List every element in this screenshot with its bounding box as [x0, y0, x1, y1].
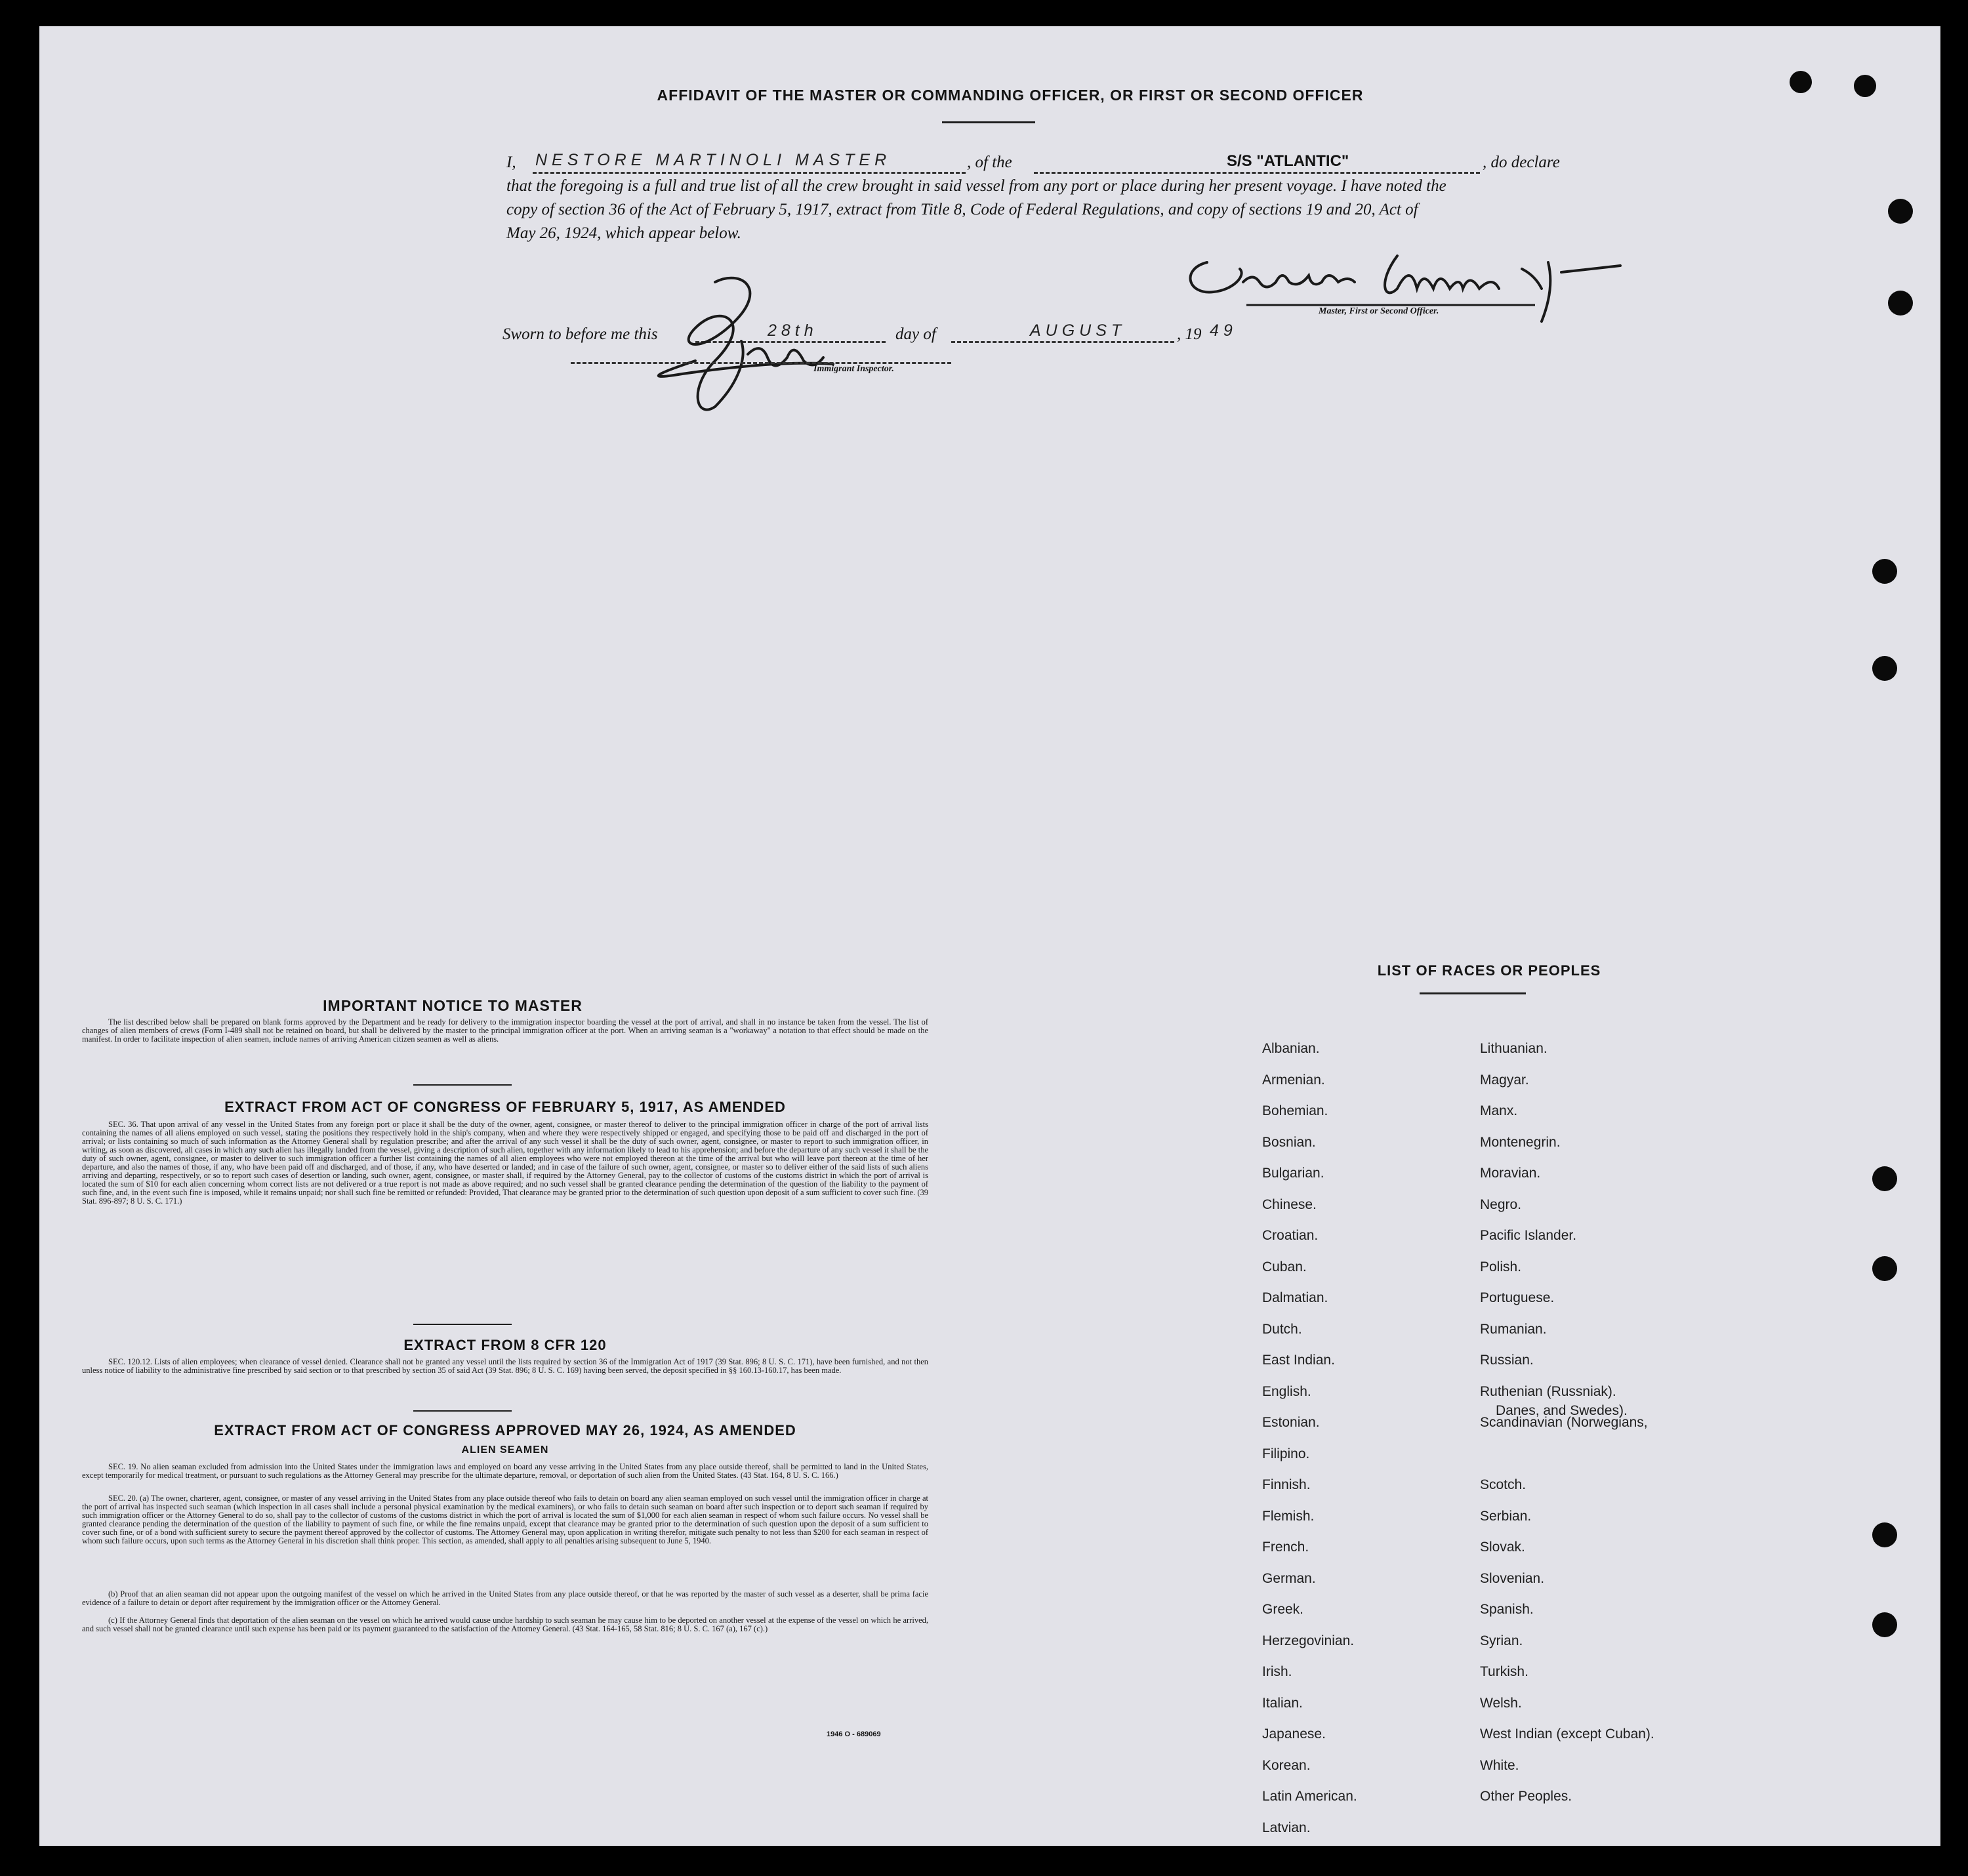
- punch-hole: [1872, 1166, 1897, 1191]
- race-item: Estonian.: [1262, 1415, 1320, 1430]
- inspector-signature: [617, 262, 892, 433]
- race-item: Other Peoples.: [1480, 1789, 1572, 1804]
- print-code: 1946 O - 689069: [827, 1730, 881, 1738]
- race-item: Dutch.: [1262, 1321, 1302, 1337]
- race-item: Slovenian.: [1480, 1570, 1545, 1586]
- punch-hole: [1854, 75, 1876, 97]
- race-item: Cuban.: [1262, 1259, 1307, 1274]
- affidavit-line-3: copy of section 36 of the Act of February 5, 1917, extract from Title 8, Code of Federal Regulations, and copy of sections 19 and 20, Act of: [506, 201, 1418, 218]
- race-item: Latin American.: [1262, 1789, 1357, 1804]
- extract-1917-rule: [413, 1324, 512, 1325]
- race-item: Japanese.: [1262, 1726, 1326, 1742]
- race-item: West Indian (except Cuban).: [1480, 1726, 1654, 1742]
- vessel-dotline: [1034, 172, 1480, 174]
- master-caption: Master, First or Second Officer.: [1319, 306, 1439, 316]
- race-item: Greek.: [1262, 1602, 1304, 1617]
- race-item: Korean.: [1262, 1757, 1311, 1773]
- extract-1924-subtitle: ALIEN SEAMEN: [461, 1444, 549, 1456]
- of-the-text: , of the: [967, 153, 1012, 171]
- name-dotline: [533, 172, 966, 174]
- punch-hole: [1888, 199, 1913, 224]
- race-item: Magyar.: [1480, 1072, 1529, 1088]
- race-item: Russian.: [1480, 1353, 1534, 1368]
- race-item: Ruthenian (Russniak).: [1480, 1383, 1616, 1399]
- extract-1917-title: EXTRACT FROM ACT OF CONGRESS OF FEBRUARY 5, 1917, AS AMENDED: [224, 1099, 786, 1115]
- race-item: Syrian.: [1480, 1633, 1523, 1648]
- race-item: Croatian.: [1262, 1228, 1319, 1243]
- day-of-text: day of: [895, 325, 936, 343]
- race-item: Turkish.: [1480, 1664, 1528, 1679]
- month-fill: AUGUST: [1030, 321, 1126, 340]
- race-item: White.: [1480, 1757, 1519, 1773]
- race-item: Moravian.: [1480, 1166, 1541, 1181]
- race-item: Finnish.: [1262, 1477, 1311, 1492]
- race-item: Latvian.: [1262, 1820, 1311, 1835]
- affidavit-title: AFFIDAVIT OF THE MASTER OR COMMANDING OFFICER, OR FIRST OR SECOND OFFICER: [657, 87, 1364, 104]
- extract-1917-body: SEC. 36. That upon arrival of any vessel in the United States from any foreign port or place it shall be the duty of the owner, agent, consignee, or master thereof to deliver to the principal immigration officer in charge of the port of arrival lists containing the names of all aliens employed on such vessel, stating the positions they respectively hold in the ship's company, when and where they were respectively shipped or engaged, and specifying those to be paid off and discharged in the port of arrival; or lists containing so much of such information as the Attorney General shall by regulation prescribe; and after the arrival of any such vessel it shall be the duty of such owner, agent, consignee, or master to report to such immigration officer, in writing, as soon as discovered, all cases in which any such alien has illegally landed from the vessel, giving a description of such alien, together with any information likely to lead to his apprehension; and before the departure of any such vessel it shall be the duty of such owner, agent, consignee, or master to deliver to such immigration officer a further list containing the names of all alien employees who were not employed thereon at the time of the arrival but who will leave port thereon at the time of her departure, and also the names of those, if any, who have been paid off and discharged, and of those, if any, who have deserted or landed; and in case of the failure of such owner, agent, consignee, or master so to deliver either of the said lists of such aliens arriving and departing, respectively, or so to report such cases of desertion or landing, such owner, agent, consignee, or master shall, if required by the Attorney General, pay to the collector of customs of the customs district in which the port of arrival is located the sum of $10 for each alien concerning whom correct lists are not delivered or a true report is not made as above required; and no such vessel shall be granted clearance pending the determination of the question of the liability to the payment of such fine, and, in the event such fine is imposed, while it remains unpaid; nor shall such fine be remitted or refunded: Provided, That clearance may be granted prior to the determination of such question upon deposit of a sum sufficient to cover such fine. (39 Stat. 896-897; 8 U. S. C. 171.): [82, 1120, 928, 1206]
- race-item: Serbian.: [1480, 1508, 1532, 1524]
- sworn-prefix: Sworn to before me this: [502, 325, 658, 343]
- race-item: East Indian.: [1262, 1353, 1335, 1368]
- extract-cfr-body: SEC. 120.12. Lists of alien employees; when clearance of vessel denied. Clearance shall not be granted any vessel until the lists required by section 36 of the Immigration Act of 1917 (39 Stat. 896; 8 U. S. C. 171), have been furnished, and not then unless notice of liability to the administrative fine prescribed by said section or to that prescribed by section 35 of said Act (39 Stat. 896; 8 U. S. C. 169) having been served, the deposit specified in §§ 160.13-160.17, has been made.: [82, 1357, 928, 1375]
- notice-rule: [413, 1084, 512, 1086]
- punch-hole: [1872, 1256, 1897, 1281]
- race-item: Portuguese.: [1480, 1290, 1555, 1305]
- race-item: Manx.: [1480, 1103, 1518, 1118]
- race-item: Herzegovinian.: [1262, 1633, 1355, 1648]
- race-item-scandinavian-cont: Danes, and Swedes).: [1496, 1403, 1628, 1418]
- race-item: German.: [1262, 1570, 1316, 1586]
- inspector-dotline: [571, 362, 951, 364]
- punch-hole: [1790, 71, 1812, 93]
- race-item: Italian.: [1262, 1695, 1303, 1711]
- title-rule: [942, 121, 1035, 123]
- race-item: Bosnian.: [1262, 1134, 1316, 1150]
- affidavit-line-2: that the foregoing is a full and true list of all the crew brought in said vessel from any port or place during her present voyage. I have noted the: [506, 177, 1446, 195]
- do-declare-text: , do declare: [1483, 153, 1560, 171]
- inspector-caption: Immigrant Inspector.: [813, 364, 894, 374]
- race-item: Welsh.: [1480, 1695, 1522, 1711]
- extract-1924-sec20a: SEC. 20. (a) The owner, charterer, agent, consignee, or master of any vessel arriving in the United States from any place outside thereof who fails to detain on board any alien seaman employed on such vessel until the immigration officer in charge at the port of arrival has inspected such seaman (which inspection in all cases shall include a personal physical examination by the medical examiners), or who fails to detain such seaman on board after such inspection or to deport such seaman if required by such immigration officer or the Attorney General to do so, shall pay to the collector of customs of the customs district in which the port of arrival is located the sum of $1,000 for each alien seaman in respect of whom such failure occurs. No vessel shall be granted clearance pending the determination of the question of the liability to payment of such fine, or while the fine remains unpaid, except that clearance may be granted prior to the determination of such question upon the deposit of a sum sufficient to cover such fine, or of a bond with sufficient surety to secure the payment thereof approved by the collector of customs. The Attorney General may, upon application in writing therefor, mitigate such penalty to not less than $200 for each seaman in respect of whom such failure occurs, upon such terms as the Attorney General in his discretion shall think proper. This section, as amended, shall apply to all penalties arising subsequent to June 5, 1940.: [82, 1494, 928, 1545]
- extract-1924-title: EXTRACT FROM ACT OF CONGRESS APPROVED MAY 26, 1924, AS AMENDED: [214, 1422, 796, 1438]
- race-item: Bohemian.: [1262, 1103, 1328, 1118]
- races-rule: [1420, 992, 1526, 994]
- race-item: Irish.: [1262, 1664, 1292, 1679]
- master-signature: [1181, 243, 1627, 341]
- race-item: Albanian.: [1262, 1041, 1320, 1056]
- punch-hole: [1872, 1612, 1897, 1637]
- race-item: English.: [1262, 1383, 1311, 1399]
- race-item: French.: [1262, 1540, 1309, 1555]
- race-item: Dalmatian.: [1262, 1290, 1328, 1305]
- notice-title: IMPORTANT NOTICE TO MASTER: [323, 997, 583, 1014]
- race-item: Montenegrin.: [1480, 1134, 1561, 1150]
- race-item: Armenian.: [1262, 1072, 1325, 1088]
- vessel-name-fill: S/S "ATLANTIC": [1227, 152, 1349, 170]
- affidavit-line-4: May 26, 1924, which appear below.: [506, 224, 741, 242]
- extract-cfr-rule: [413, 1410, 512, 1412]
- punch-hole: [1888, 291, 1913, 316]
- races-title: LIST OF RACES OR PEOPLES: [1377, 962, 1601, 979]
- year-prefix: , 19: [1177, 325, 1202, 343]
- race-item: Slovak.: [1480, 1540, 1525, 1555]
- extract-1924-sec20c: (c) If the Attorney General finds that deportation of the alien seaman on the vessel on which he arrived would cause undue hardship to such seaman he may cause him to be deported on another vessel at the expense of the vessel on which he arrived, and such vessel shall not be granted clearance until such expense has been paid or its payment guaranteed to the satisfaction of the Attorney General. (43 Stat. 164-165, 58 Stat. 816; 8 U. S. C. 167 (a), 167 (c).): [82, 1616, 928, 1633]
- extract-1924-sec19: SEC. 19. No alien seaman excluded from admission into the United States under the immigration laws and employed on board any vesse arriving in the United States from any place outside thereof, shall be permitted to land in the United States, except temporarily for medical treatment, or pursuant to such regulations as the Attorney General may prescribe for the ultimate departure, removal, or deportation of such alien from the United States. (43 Stat. 164, 8 U. S. C. 166.): [82, 1462, 928, 1480]
- punch-hole: [1872, 1522, 1897, 1547]
- race-item: Scandinavian (Norwegians,: [1480, 1415, 1648, 1430]
- race-item: Negro.: [1480, 1196, 1522, 1212]
- race-item: Rumanian.: [1480, 1321, 1547, 1337]
- notice-body: The list described below shall be prepared on blank forms approved by the Department and be ready for delivery to the immigration inspector boarding the vessel at the port of arrival, and shall in no instance be taken from the vessel. The list of changes of alien members of crews (Form I-489 shall not be retained on board, but shall be delivered by the master to the principal immigration officer at the port. When an arriving seaman is a "workaway" a notation to that effect should be made on the manifest. In order to facilitate inspection of alien seamen, include names of arriving American citizen seamen as well as aliens.: [82, 1017, 928, 1044]
- punch-hole: [1872, 656, 1897, 681]
- race-item: Chinese.: [1262, 1196, 1317, 1212]
- race-item: Lithuanian.: [1480, 1041, 1548, 1056]
- extract-1924-sec20b: (b) Proof that an alien seaman did not appear upon the outgoing manifest of the vessel on which he arrived in the United States from any place outside thereof, or that he was reported by the master of such vessel as a deserter, shall be prima facie evidence of a failure to detain or deport after requirement by the immigration officer or the Attorney General.: [82, 1589, 928, 1607]
- year-fill: 49: [1210, 321, 1237, 340]
- race-item: Bulgarian.: [1262, 1166, 1324, 1181]
- race-item: Scotch.: [1480, 1477, 1527, 1492]
- race-item: Pacific Islander.: [1480, 1228, 1577, 1243]
- race-item: Polish.: [1480, 1259, 1522, 1274]
- extract-cfr-title: EXTRACT FROM 8 CFR 120: [403, 1337, 607, 1353]
- document-page: [39, 26, 1940, 1846]
- race-item: Filipino.: [1262, 1446, 1310, 1461]
- affidavit-prefix: I,: [506, 153, 516, 171]
- punch-hole: [1872, 559, 1897, 584]
- race-item: Spanish.: [1480, 1602, 1534, 1617]
- day-fill: 28th: [768, 321, 818, 340]
- month-dotline: [951, 341, 1174, 343]
- master-name-fill: NESTORE MARTINOLI MASTER: [535, 151, 892, 169]
- race-item: Flemish.: [1262, 1508, 1315, 1524]
